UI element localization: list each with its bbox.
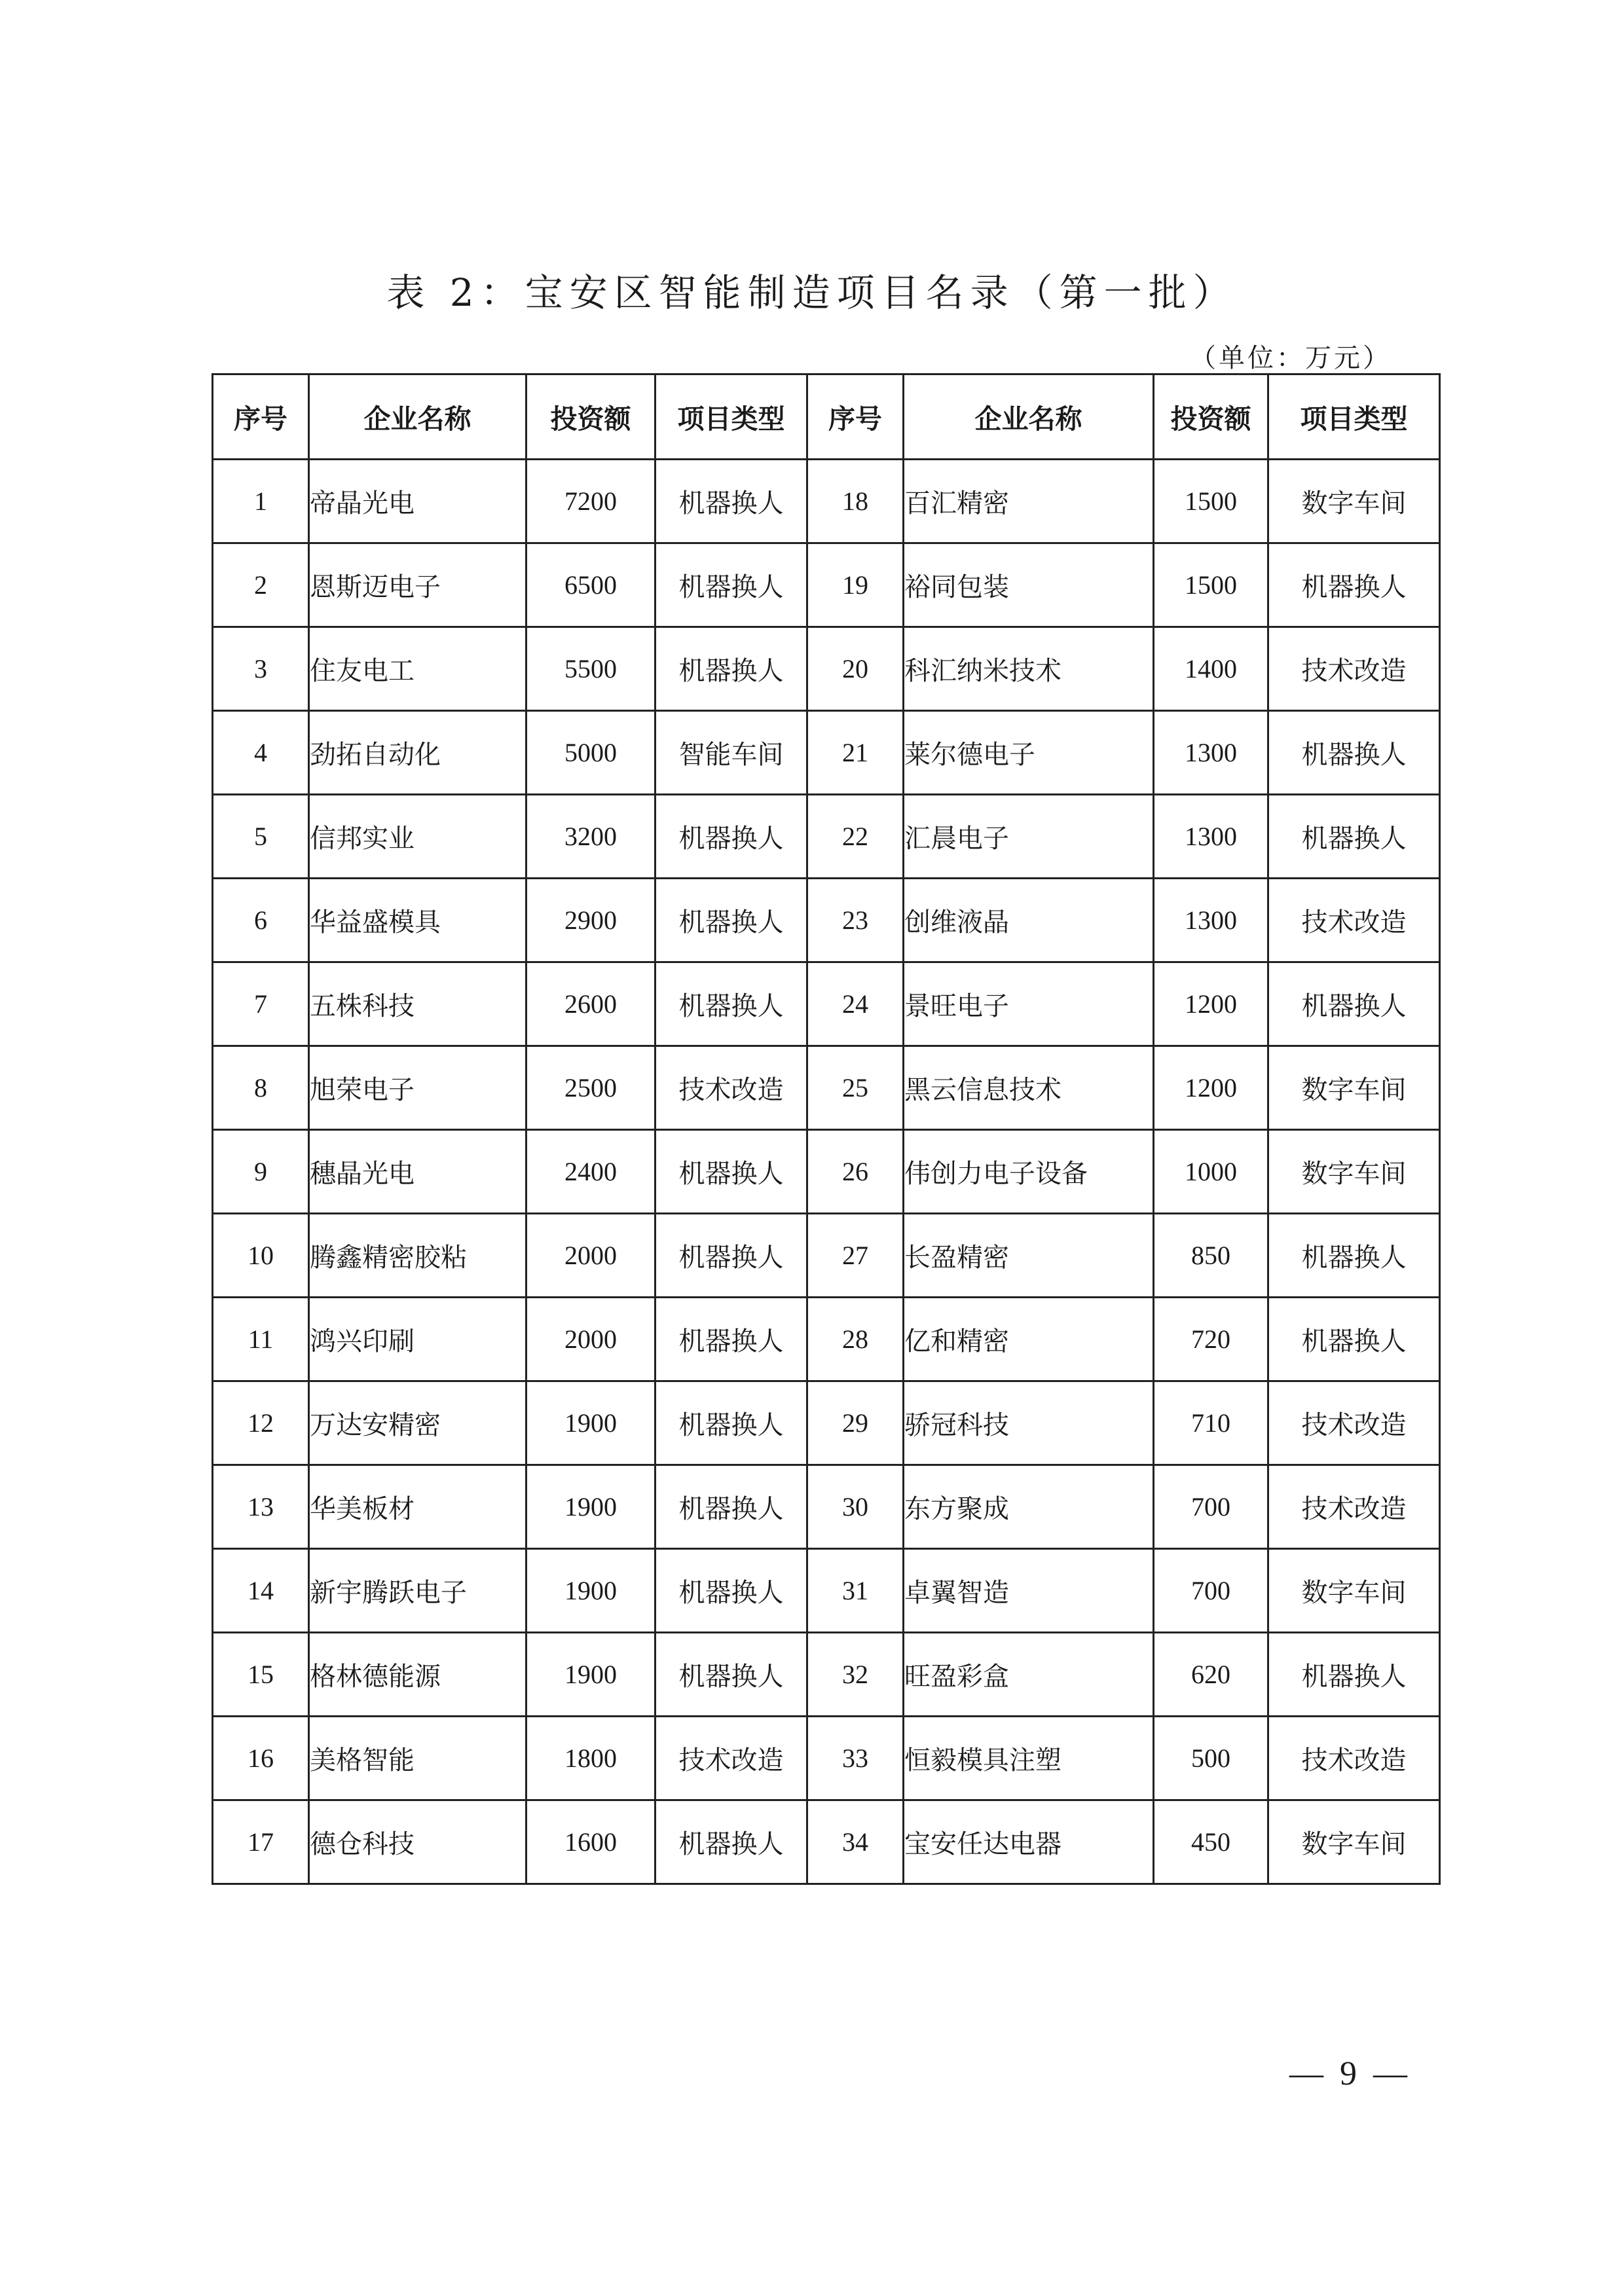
table-row bbox=[213, 1298, 1440, 1381]
row-number: 13 bbox=[213, 1465, 309, 1549]
investment-amount: 1000 bbox=[1154, 1130, 1268, 1214]
project-type: 机器换人 bbox=[1268, 1214, 1440, 1298]
company-name: 恒毅模具注塑 bbox=[904, 1717, 1154, 1800]
row-number: 21 bbox=[807, 711, 904, 795]
project-type: 机器换人 bbox=[655, 543, 807, 627]
company-name: 景旺电子 bbox=[904, 962, 1154, 1046]
row-number: 1 bbox=[213, 460, 309, 543]
project-type: 技术改造 bbox=[655, 1717, 807, 1800]
row-number: 7 bbox=[213, 962, 309, 1046]
table-row bbox=[213, 711, 1440, 795]
company-name: 信邦实业 bbox=[309, 795, 526, 879]
row-number: 31 bbox=[807, 1549, 904, 1633]
investment-amount: 2400 bbox=[526, 1130, 655, 1214]
row-number: 20 bbox=[807, 627, 904, 711]
row-number: 24 bbox=[807, 962, 904, 1046]
project-type: 技术改造 bbox=[1268, 1717, 1440, 1800]
row-number: 3 bbox=[213, 627, 309, 711]
project-type: 机器换人 bbox=[655, 460, 807, 543]
company-name: 腾鑫精密胶粘 bbox=[309, 1214, 526, 1298]
investment-amount: 1200 bbox=[1154, 962, 1268, 1046]
project-type: 技术改造 bbox=[1268, 1465, 1440, 1549]
project-type: 机器换人 bbox=[1268, 711, 1440, 795]
investment-amount: 3200 bbox=[526, 795, 655, 879]
row-number: 4 bbox=[213, 711, 309, 795]
table-row bbox=[213, 962, 1440, 1046]
company-name: 伟创力电子设备 bbox=[904, 1130, 1154, 1214]
company-name: 劲拓自动化 bbox=[309, 711, 526, 795]
header-no-right: 序号 bbox=[807, 374, 904, 460]
row-number: 9 bbox=[213, 1130, 309, 1214]
table-row bbox=[213, 543, 1440, 627]
row-number: 15 bbox=[213, 1633, 309, 1717]
page-number: — 9 — bbox=[1289, 2055, 1411, 2092]
table-row bbox=[213, 627, 1440, 711]
investment-amount: 1900 bbox=[526, 1381, 655, 1465]
project-type: 数字车间 bbox=[1268, 1549, 1440, 1633]
table-row bbox=[213, 1046, 1440, 1130]
row-number: 34 bbox=[807, 1800, 904, 1884]
company-name: 格林德能源 bbox=[309, 1633, 526, 1717]
row-number: 16 bbox=[213, 1717, 309, 1800]
company-name: 华美板材 bbox=[309, 1465, 526, 1549]
company-name: 美格智能 bbox=[309, 1717, 526, 1800]
project-table bbox=[212, 373, 1441, 1885]
company-name: 住友电工 bbox=[309, 627, 526, 711]
project-type: 机器换人 bbox=[655, 879, 807, 962]
company-name: 莱尔德电子 bbox=[904, 711, 1154, 795]
company-name: 百汇精密 bbox=[904, 460, 1154, 543]
row-number: 23 bbox=[807, 879, 904, 962]
project-type: 机器换人 bbox=[655, 1214, 807, 1298]
company-name: 黑云信息技术 bbox=[904, 1046, 1154, 1130]
project-type: 数字车间 bbox=[1268, 1046, 1440, 1130]
project-type: 机器换人 bbox=[1268, 962, 1440, 1046]
row-number: 27 bbox=[807, 1214, 904, 1298]
row-number: 26 bbox=[807, 1130, 904, 1214]
company-name: 华益盛模具 bbox=[309, 879, 526, 962]
project-type: 机器换人 bbox=[1268, 543, 1440, 627]
project-type: 机器换人 bbox=[655, 962, 807, 1046]
investment-amount: 1300 bbox=[1154, 879, 1268, 962]
unit-note: （单位：万元） bbox=[1190, 343, 1392, 373]
project-type: 机器换人 bbox=[655, 1298, 807, 1381]
company-name: 亿和精密 bbox=[904, 1298, 1154, 1381]
table-row bbox=[213, 879, 1440, 962]
investment-amount: 850 bbox=[1154, 1214, 1268, 1298]
investment-amount: 700 bbox=[1154, 1549, 1268, 1633]
table-row bbox=[213, 460, 1440, 543]
header-no-left: 序号 bbox=[213, 374, 309, 460]
table-row bbox=[213, 1549, 1440, 1633]
row-number: 30 bbox=[807, 1465, 904, 1549]
company-name: 穗晶光电 bbox=[309, 1130, 526, 1214]
investment-amount: 1300 bbox=[1154, 795, 1268, 879]
investment-amount: 1500 bbox=[1154, 543, 1268, 627]
row-number: 14 bbox=[213, 1549, 309, 1633]
header-amount-left: 投资额 bbox=[526, 374, 655, 460]
header-company-left: 企业名称 bbox=[309, 374, 526, 460]
investment-amount: 2000 bbox=[526, 1298, 655, 1381]
company-name: 万达安精密 bbox=[309, 1381, 526, 1465]
investment-amount: 7200 bbox=[526, 460, 655, 543]
row-number: 12 bbox=[213, 1381, 309, 1465]
table-row bbox=[213, 1800, 1440, 1884]
header-type-right: 项目类型 bbox=[1268, 374, 1440, 460]
project-type: 机器换人 bbox=[655, 795, 807, 879]
company-name: 骄冠科技 bbox=[904, 1381, 1154, 1465]
investment-amount: 720 bbox=[1154, 1298, 1268, 1381]
project-type: 机器换人 bbox=[655, 1465, 807, 1549]
company-name: 鸿兴印刷 bbox=[309, 1298, 526, 1381]
investment-amount: 620 bbox=[1154, 1633, 1268, 1717]
company-name: 裕同包装 bbox=[904, 543, 1154, 627]
investment-amount: 1800 bbox=[526, 1717, 655, 1800]
investment-amount: 2500 bbox=[526, 1046, 655, 1130]
investment-amount: 1900 bbox=[526, 1549, 655, 1633]
project-type: 机器换人 bbox=[1268, 1298, 1440, 1381]
investment-amount: 2900 bbox=[526, 879, 655, 962]
investment-amount: 6500 bbox=[526, 543, 655, 627]
project-type: 技术改造 bbox=[1268, 627, 1440, 711]
project-type: 机器换人 bbox=[655, 627, 807, 711]
project-type: 技术改造 bbox=[1268, 1381, 1440, 1465]
investment-amount: 1300 bbox=[1154, 711, 1268, 795]
project-type: 机器换人 bbox=[655, 1800, 807, 1884]
project-type: 智能车间 bbox=[655, 711, 807, 795]
project-type: 数字车间 bbox=[1268, 1130, 1440, 1214]
investment-amount: 2600 bbox=[526, 962, 655, 1046]
row-number: 28 bbox=[807, 1298, 904, 1381]
row-number: 19 bbox=[807, 543, 904, 627]
row-number: 17 bbox=[213, 1800, 309, 1884]
row-number: 8 bbox=[213, 1046, 309, 1130]
header-company-right: 企业名称 bbox=[904, 374, 1154, 460]
company-name: 汇晨电子 bbox=[904, 795, 1154, 879]
table-row bbox=[213, 1214, 1440, 1298]
company-name: 科汇纳米技术 bbox=[904, 627, 1154, 711]
company-name: 创维液晶 bbox=[904, 879, 1154, 962]
table-row bbox=[213, 795, 1440, 879]
investment-amount: 5500 bbox=[526, 627, 655, 711]
company-name: 旭荣电子 bbox=[309, 1046, 526, 1130]
table-row bbox=[213, 1381, 1440, 1465]
company-name: 五株科技 bbox=[309, 962, 526, 1046]
row-number: 2 bbox=[213, 543, 309, 627]
project-type: 机器换人 bbox=[655, 1381, 807, 1465]
project-type: 机器换人 bbox=[655, 1633, 807, 1717]
investment-amount: 710 bbox=[1154, 1381, 1268, 1465]
project-type: 技术改造 bbox=[1268, 879, 1440, 962]
project-type: 数字车间 bbox=[1268, 1800, 1440, 1884]
investment-amount: 700 bbox=[1154, 1465, 1268, 1549]
page-title: 表 2：宝安区智能制造项目名录（第一批） bbox=[386, 270, 1238, 315]
row-number: 33 bbox=[807, 1717, 904, 1800]
project-type: 机器换人 bbox=[655, 1549, 807, 1633]
project-type: 机器换人 bbox=[1268, 795, 1440, 879]
project-type: 技术改造 bbox=[655, 1046, 807, 1130]
company-name: 长盈精密 bbox=[904, 1214, 1154, 1298]
investment-amount: 1900 bbox=[526, 1465, 655, 1549]
header-amount-right: 投资额 bbox=[1154, 374, 1268, 460]
company-name: 旺盈彩盒 bbox=[904, 1633, 1154, 1717]
investment-amount: 2000 bbox=[526, 1214, 655, 1298]
company-name: 恩斯迈电子 bbox=[309, 543, 526, 627]
project-type: 机器换人 bbox=[655, 1130, 807, 1214]
row-number: 6 bbox=[213, 879, 309, 962]
investment-amount: 1400 bbox=[1154, 627, 1268, 711]
investment-amount: 500 bbox=[1154, 1717, 1268, 1800]
investment-amount: 5000 bbox=[526, 711, 655, 795]
company-name: 东方聚成 bbox=[904, 1465, 1154, 1549]
row-number: 32 bbox=[807, 1633, 904, 1717]
company-name: 德仓科技 bbox=[309, 1800, 526, 1884]
header-type-left: 项目类型 bbox=[655, 374, 807, 460]
table-row bbox=[213, 1465, 1440, 1549]
row-number: 29 bbox=[807, 1381, 904, 1465]
row-number: 25 bbox=[807, 1046, 904, 1130]
company-name: 宝安任达电器 bbox=[904, 1800, 1154, 1884]
row-number: 18 bbox=[807, 460, 904, 543]
table-header-row bbox=[213, 374, 1440, 460]
table-row bbox=[213, 1717, 1440, 1800]
investment-amount: 1200 bbox=[1154, 1046, 1268, 1130]
company-name: 帝晶光电 bbox=[309, 460, 526, 543]
investment-amount: 1500 bbox=[1154, 460, 1268, 543]
company-name: 新宇腾跃电子 bbox=[309, 1549, 526, 1633]
row-number: 10 bbox=[213, 1214, 309, 1298]
investment-amount: 1600 bbox=[526, 1800, 655, 1884]
table-row bbox=[213, 1633, 1440, 1717]
row-number: 5 bbox=[213, 795, 309, 879]
row-number: 11 bbox=[213, 1298, 309, 1381]
investment-amount: 450 bbox=[1154, 1800, 1268, 1884]
table-row bbox=[213, 1130, 1440, 1214]
company-name: 卓翼智造 bbox=[904, 1549, 1154, 1633]
project-type: 数字车间 bbox=[1268, 460, 1440, 543]
row-number: 22 bbox=[807, 795, 904, 879]
investment-amount: 1900 bbox=[526, 1633, 655, 1717]
project-type: 机器换人 bbox=[1268, 1633, 1440, 1717]
